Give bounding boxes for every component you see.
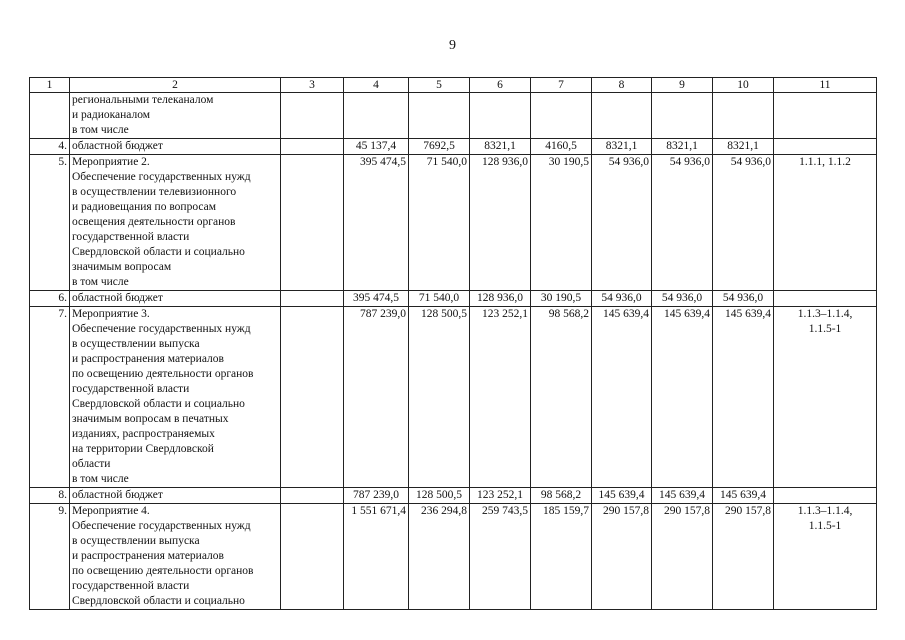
amount-cell xyxy=(344,93,409,139)
amount-cell: 145 639,4 xyxy=(713,488,774,504)
amount-cell: 7692,5 xyxy=(409,139,470,155)
amount-cell: 71 540,0 xyxy=(409,291,470,307)
row-number-cell: 8. xyxy=(30,488,70,504)
amount-cell: 236 294,8 xyxy=(409,504,470,610)
table-row xyxy=(30,307,877,488)
target-indicators-cell xyxy=(774,504,877,610)
amount-cell: 54 936,0 xyxy=(652,155,713,291)
header-cell: 7 xyxy=(531,78,592,93)
description-line: и радиоканалом xyxy=(72,109,151,121)
row-number-cell xyxy=(30,93,70,139)
description-line: на территории Свердловской xyxy=(72,443,214,455)
description-line: государственной власти xyxy=(72,383,190,395)
description-line: в том числе xyxy=(72,473,129,485)
target-indicator: 1.1.5-1 xyxy=(808,520,842,532)
description-cell xyxy=(70,155,281,291)
table-row xyxy=(30,488,877,504)
amount-cell: 145 639,4 xyxy=(713,307,774,488)
amount-cell: 787 239,0 xyxy=(344,307,409,488)
amount-cell xyxy=(592,93,652,139)
column-3-cell xyxy=(281,488,344,504)
description-line: Мероприятие 3. xyxy=(72,308,150,320)
description-line: области xyxy=(72,458,111,470)
amount-cell: 8321,1 xyxy=(713,139,774,155)
description-line: в осуществлении выпуска xyxy=(72,535,200,547)
amount-cell: 4160,5 xyxy=(531,139,592,155)
description-line: в осуществлении телевизионного xyxy=(72,186,237,198)
header-row xyxy=(30,78,877,93)
description-line: Обеспечение государственных нужд xyxy=(72,520,251,532)
amount-cell xyxy=(652,93,713,139)
description-cell xyxy=(70,307,281,488)
amount-cell: 123 252,1 xyxy=(470,488,531,504)
description-line: и распространения материалов xyxy=(72,353,224,365)
description-line: Обеспечение государственных нужд xyxy=(72,323,251,335)
description-line: областной бюджет xyxy=(72,292,163,304)
description-line: в том числе xyxy=(72,124,129,136)
amount-cell: 290 157,8 xyxy=(592,504,652,610)
amount-cell: 54 936,0 xyxy=(713,291,774,307)
description-line: по освещению деятельности органов xyxy=(72,368,254,380)
amount-cell: 123 252,1 xyxy=(470,307,531,488)
description-line: Свердловской области и социально xyxy=(72,246,245,258)
budget-table xyxy=(29,77,877,610)
column-3-cell xyxy=(281,139,344,155)
description-line: Обеспечение государственных нужд xyxy=(72,171,251,183)
amount-cell: 145 639,4 xyxy=(652,307,713,488)
amount-cell: 128 936,0 xyxy=(470,291,531,307)
amount-cell: 8321,1 xyxy=(470,139,531,155)
description-line: Мероприятие 4. xyxy=(72,505,150,517)
header-cell: 1 xyxy=(30,78,70,93)
row-number-cell: 5. xyxy=(30,155,70,291)
amount-cell: 30 190,5 xyxy=(531,155,592,291)
header-cell: 11 xyxy=(774,78,877,93)
header-cell: 9 xyxy=(652,78,713,93)
target-indicators-cell xyxy=(774,307,877,488)
target-indicators-cell xyxy=(774,155,877,291)
target-indicators-cell xyxy=(774,139,877,155)
amount-cell: 71 540,0 xyxy=(409,155,470,291)
amount-cell: 54 936,0 xyxy=(713,155,774,291)
amount-cell: 145 639,4 xyxy=(592,307,652,488)
description-line: значимым вопросам xyxy=(72,261,172,273)
column-3-cell xyxy=(281,504,344,610)
amount-cell xyxy=(409,93,470,139)
amount-cell: 54 936,0 xyxy=(592,155,652,291)
amount-cell: 185 159,7 xyxy=(531,504,592,610)
header-cell: 3 xyxy=(281,78,344,93)
row-number-cell: 4. xyxy=(30,139,70,155)
amount-cell: 787 239,0 xyxy=(344,488,409,504)
description-line: областной бюджет xyxy=(72,489,163,501)
description-line: в осуществлении выпуска xyxy=(72,338,200,350)
description-line: государственной власти xyxy=(72,231,190,243)
row-number-cell: 9. xyxy=(30,504,70,610)
description-line: изданиях, распространяемых xyxy=(72,428,215,440)
amount-cell xyxy=(713,93,774,139)
amount-cell: 45 137,4 xyxy=(344,139,409,155)
table-row xyxy=(30,291,877,307)
column-3-cell xyxy=(281,155,344,291)
target-indicators-cell xyxy=(774,488,877,504)
description-cell xyxy=(70,139,281,155)
amount-cell: 54 936,0 xyxy=(652,291,713,307)
amount-cell: 54 936,0 xyxy=(592,291,652,307)
description-line: и радиовещания по вопросам xyxy=(72,201,216,213)
description-line: Мероприятие 2. xyxy=(72,156,150,168)
table-row xyxy=(30,504,877,610)
description-cell xyxy=(70,504,281,610)
target-indicator: 1.1.5-1 xyxy=(808,323,842,335)
header-cell: 5 xyxy=(409,78,470,93)
amount-cell: 395 474,5 xyxy=(344,155,409,291)
column-3-cell xyxy=(281,93,344,139)
description-line: Свердловской области и социально xyxy=(72,398,245,410)
header-cell: 4 xyxy=(344,78,409,93)
table-row xyxy=(30,93,877,139)
amount-cell: 395 474,5 xyxy=(344,291,409,307)
amount-cell: 259 743,5 xyxy=(470,504,531,610)
amount-cell: 145 639,4 xyxy=(592,488,652,504)
description-line: и распространения материалов xyxy=(72,550,224,562)
column-3-cell xyxy=(281,307,344,488)
row-number-cell: 7. xyxy=(30,307,70,488)
header-cell: 10 xyxy=(713,78,774,93)
header-cell: 8 xyxy=(592,78,652,93)
table-row xyxy=(30,155,877,291)
row-number-cell: 6. xyxy=(30,291,70,307)
target-indicators-cell xyxy=(774,291,877,307)
target-indicator: 1.1.3–1.1.4, xyxy=(797,308,853,320)
amount-cell: 1 551 671,4 xyxy=(344,504,409,610)
amount-cell: 290 157,8 xyxy=(713,504,774,610)
amount-cell: 290 157,8 xyxy=(652,504,713,610)
amount-cell: 145 639,4 xyxy=(652,488,713,504)
amount-cell: 98 568,2 xyxy=(531,307,592,488)
amount-cell: 128 500,5 xyxy=(409,307,470,488)
description-line: в том числе xyxy=(72,276,129,288)
target-indicator: 1.1.3–1.1.4, xyxy=(797,505,853,517)
target-indicators-cell xyxy=(774,93,877,139)
description-line: областной бюджет xyxy=(72,140,163,152)
table-row xyxy=(30,139,877,155)
target-indicator: 1.1.1, 1.1.2 xyxy=(799,156,851,168)
amount-cell xyxy=(470,93,531,139)
amount-cell xyxy=(531,93,592,139)
description-line: региональными телеканалом xyxy=(72,94,214,106)
description-cell xyxy=(70,93,281,139)
amount-cell: 98 568,2 xyxy=(531,488,592,504)
amount-cell: 128 936,0 xyxy=(470,155,531,291)
amount-cell: 8321,1 xyxy=(652,139,713,155)
description-line: по освещению деятельности органов xyxy=(72,565,254,577)
description-line: значимым вопросам в печатных xyxy=(72,413,229,425)
description-cell xyxy=(70,488,281,504)
description-cell xyxy=(70,291,281,307)
column-3-cell xyxy=(281,291,344,307)
header-cell: 6 xyxy=(470,78,531,93)
amount-cell: 30 190,5 xyxy=(531,291,592,307)
amount-cell: 128 500,5 xyxy=(409,488,470,504)
description-line: Свердловской области и социально xyxy=(72,595,245,607)
amount-cell: 8321,1 xyxy=(592,139,652,155)
header-cell: 2 xyxy=(70,78,281,93)
description-line: освещения деятельности органов xyxy=(72,216,236,228)
description-line: государственной власти xyxy=(72,580,190,592)
page-number: 9 xyxy=(449,38,456,53)
